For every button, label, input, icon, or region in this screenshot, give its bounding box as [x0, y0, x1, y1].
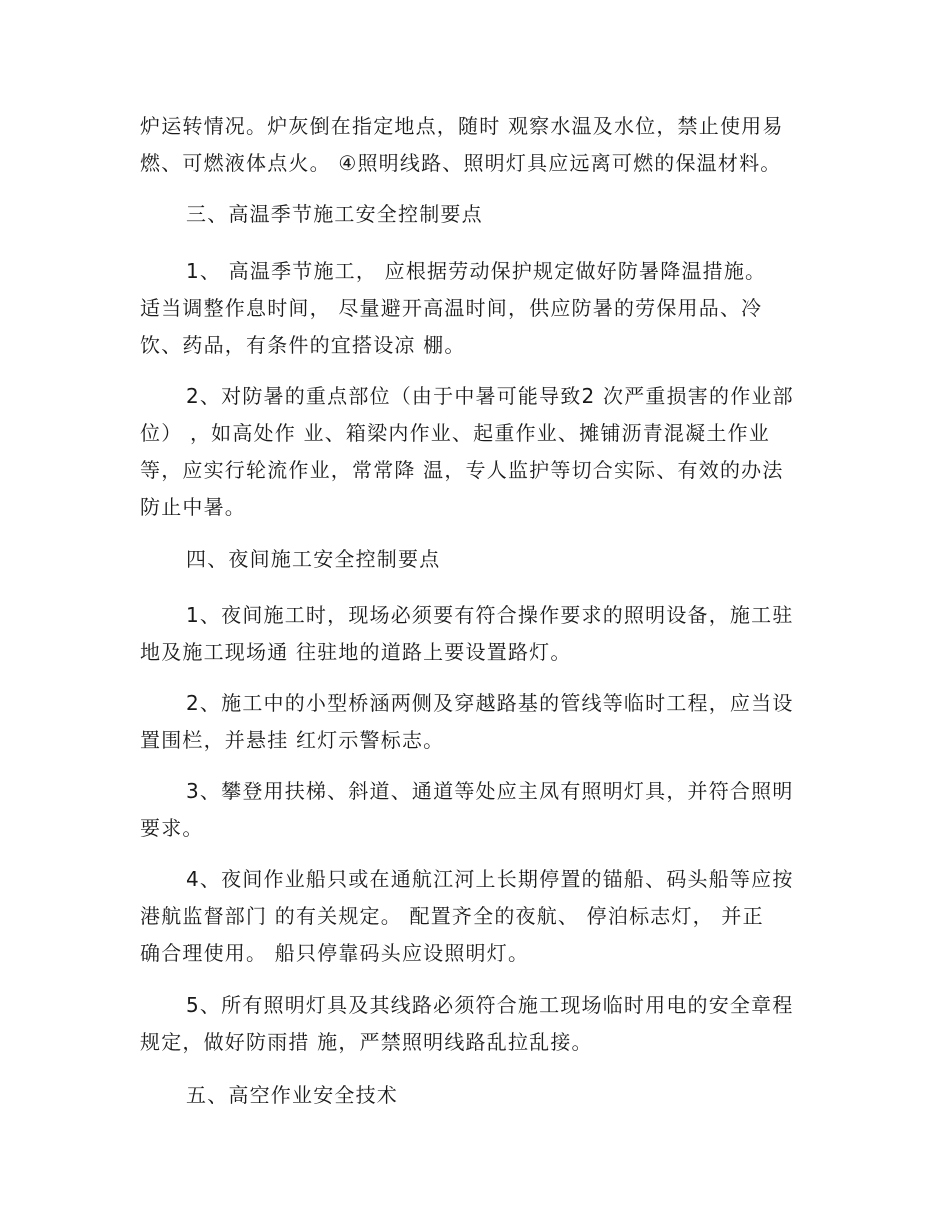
text-line: 地及施工现场通 往驻地的道路上要设置路灯。 — [140, 640, 572, 664]
text-line: 规定，做好防雨措 施，严禁照明线路乱拉乱接。 — [140, 1030, 593, 1054]
section-heading: 五、高空作业安全技术 — [186, 1083, 398, 1107]
section-heading: 四、夜间施工安全控制要点 — [186, 547, 441, 571]
text-line: 防止中暑。 — [140, 495, 246, 519]
text-line: 2、施工中的小型桥涵两侧及穿越路基的管线等临时工程，应当设 — [186, 691, 794, 715]
text-line: 2、对防暑的重点部位（由于中暑可能导致2 次严重损害的作业部 — [186, 384, 794, 408]
text-line: 1、夜间施工时，现场必须要有符合操作要求的照明设备，施工驻 — [186, 603, 794, 627]
text-line: 要求。 — [140, 816, 204, 840]
text-line: 等，应实行轮流作业，常常降 温，专人监护等切合实际、有效的办法 — [140, 458, 784, 482]
text-line: 确合理使用。 船只停靠码头应设照明灯。 — [140, 941, 530, 965]
text-line: 4、夜间作业船只或在通航江河上长期停置的锚船、码头船等应按 — [186, 867, 794, 891]
text-line: 位） ，如高处作 业、箱梁内作业、起重作业、摊铺沥青混凝土作业 — [140, 421, 770, 445]
text-line: 1、 高温季节施工， 应根据劳动保护规定做好防暑降温措施。 — [186, 259, 767, 283]
text-line: 炉运转情况。炉灰倒在指定地点，随时 观察水温及水位，禁止使用易 — [140, 114, 784, 138]
text-line: 适当调整作息时间， 尽量避开高温时间，供应防暑的劳保用品、冷 — [140, 296, 763, 320]
text-line: 燃、可燃液体点火。 ④照明线路、照明灯具应远离可燃的保温材料。 — [140, 151, 782, 175]
text-line: 饮、药品，有条件的宜搭设凉 棚。 — [140, 333, 466, 357]
text-line: 3、攀登用扶梯、斜道、通道等处应主凤有照明灯具，并符合照明 — [186, 779, 794, 803]
text-line: 置围栏，并悬挂 红灯示警标志。 — [140, 728, 445, 752]
section-heading: 三、高温季节施工安全控制要点 — [186, 202, 483, 226]
text-line: 5、所有照明灯具及其线路必须符合施工现场临时用电的安全章程 — [186, 993, 794, 1017]
text-line: 港航监督部门 的有关规定。 配置齐全的夜航、 停泊标志灯， 并正 — [140, 904, 764, 928]
